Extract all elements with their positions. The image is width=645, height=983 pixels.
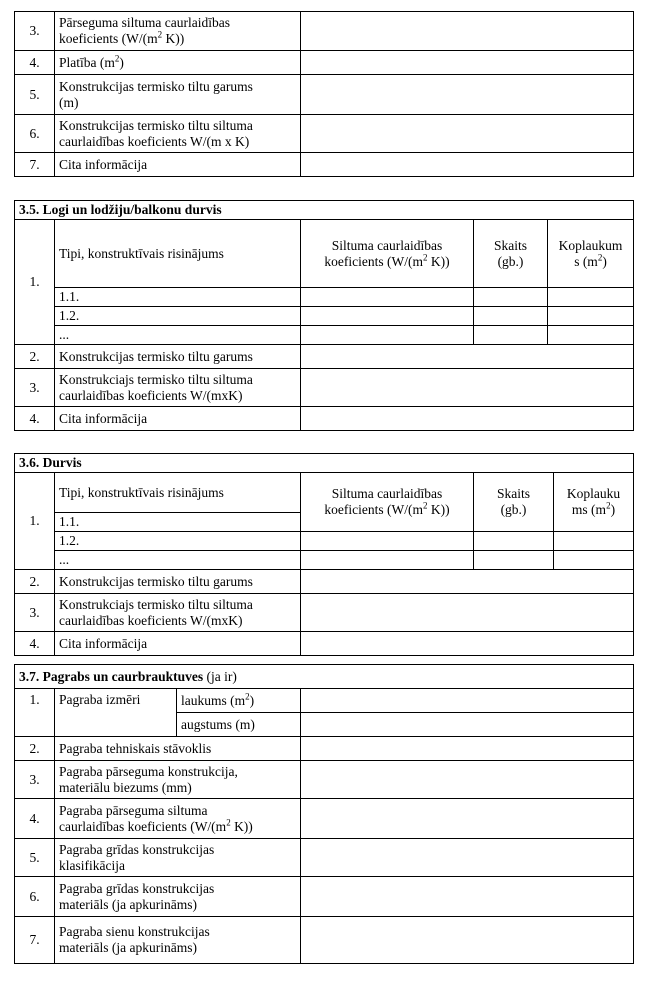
value-cell[interactable]: [474, 532, 554, 551]
table-row: [15, 594, 634, 632]
table-row: [15, 307, 634, 326]
row-label: Cita informācija: [55, 153, 301, 177]
sub-item-label: ...: [55, 326, 301, 345]
table-row: [15, 839, 634, 877]
row-number: 2.: [15, 737, 55, 761]
value-cell[interactable]: [301, 115, 634, 153]
sub-item-label: 1.2.: [55, 307, 301, 326]
value-cell[interactable]: [301, 737, 634, 761]
column-header-area: Koplaukum s $(m^2)$: [548, 220, 634, 288]
row-label: Konstrukcijas termisko tiltu siltuma caurlaidības koeficients W/(m x K): [55, 115, 301, 153]
row-number: 2.: [15, 345, 55, 369]
row-number: 4.: [15, 51, 55, 75]
sub-item-label: 1.1.: [55, 288, 301, 307]
table-row: [15, 632, 634, 656]
row-number: 3.: [15, 594, 55, 632]
table-row: [15, 75, 634, 115]
row-label: Tipi, konstruktīvais risinājums: [55, 220, 301, 288]
table-row: [15, 551, 634, 570]
row-number: 4.: [15, 407, 55, 431]
value-cell[interactable]: [301, 877, 634, 917]
table-row: [15, 761, 634, 799]
row-label: Pagraba sienu konstrukcijas materiāls (ja apkurināms): [55, 917, 301, 964]
row-label: Pagraba pārseguma konstrukcija, materiālu biezums (mm): [55, 761, 301, 799]
column-header-count: Skaits (gb.): [474, 220, 548, 288]
column-header-u: Siltuma caurlaidības koeficients ($W/(m^2$ K)): [301, 473, 474, 532]
table-row: [15, 917, 634, 964]
table-row: [15, 12, 634, 51]
row-label: Pagraba tehniskais stāvoklis: [55, 737, 301, 761]
row-number: 1.: [15, 689, 55, 737]
value-cell[interactable]: [554, 532, 634, 551]
table-row: [15, 345, 634, 369]
row-number: 4.: [15, 799, 55, 839]
value-cell[interactable]: [474, 307, 548, 326]
value-cell[interactable]: [474, 288, 548, 307]
row-label: Cita informācija: [55, 632, 301, 656]
value-cell[interactable]: [301, 551, 474, 570]
table-row: [15, 288, 634, 307]
table-row: [15, 689, 634, 713]
value-cell[interactable]: [301, 407, 634, 431]
value-cell[interactable]: [548, 326, 634, 345]
table-top: [14, 11, 634, 177]
value-cell[interactable]: [301, 689, 634, 713]
row-number: 1.: [15, 220, 55, 345]
row-label: Konstrukciajs termisko tiltu siltuma caurlaidības koeficients W/(mxK): [55, 369, 301, 407]
section-title-bold: 3.7. Pagrabs un caurbrauktuves: [19, 668, 204, 684]
value-cell[interactable]: [301, 632, 634, 656]
section-title-note: (ja ir): [203, 668, 237, 684]
row-number: 3.: [15, 761, 55, 799]
row-label: Pagraba grīdas konstrukcijas klasifikācija: [55, 839, 301, 877]
row-number: 6.: [15, 115, 55, 153]
value-cell[interactable]: [548, 307, 634, 326]
table-row: [15, 799, 634, 839]
row-label: Cita informācija: [55, 407, 301, 431]
column-header-area: Koplauku ms $(m^2)$: [554, 473, 634, 532]
value-cell[interactable]: [301, 532, 474, 551]
row-number: 4.: [15, 632, 55, 656]
table-row: [15, 407, 634, 431]
row-label: Konstrukcijas termisko tiltu garums: [55, 570, 301, 594]
sub-item-label: 1.2.: [55, 532, 301, 551]
row-label: Pagraba pārseguma siltuma caurlaidības koeficients ($W/(m^2$ K)): [55, 799, 301, 839]
row-label: Tipi, konstruktīvais risinājums: [55, 473, 301, 513]
table-row: [15, 369, 634, 407]
row-number: 2.: [15, 570, 55, 594]
row-number: 5.: [15, 839, 55, 877]
section-title: 3.5. Logi un lodžiju/balkonu durvis: [15, 201, 634, 220]
value-cell[interactable]: [301, 839, 634, 877]
table-row: [15, 737, 634, 761]
row-label: Platība $(m^2)$: [55, 51, 301, 75]
row-number: 3.: [15, 369, 55, 407]
table-row: [15, 532, 634, 551]
table-section-3-5: [14, 200, 634, 431]
table-row: [15, 473, 634, 513]
value-cell[interactable]: [301, 713, 634, 737]
row-number: 7.: [15, 153, 55, 177]
row-number: 7.: [15, 917, 55, 964]
value-cell[interactable]: [301, 51, 634, 75]
sub-label-height: augstums (m): [177, 713, 301, 737]
table-row: [15, 326, 634, 345]
value-cell[interactable]: [301, 761, 634, 799]
section-title: 3.6. Durvis: [15, 454, 634, 473]
table-section-3-6: [14, 453, 634, 656]
row-label: Konstrukcijas termisko tiltu garums: [55, 345, 301, 369]
value-cell[interactable]: [301, 326, 474, 345]
value-cell[interactable]: [474, 326, 548, 345]
row-label: Pārseguma siltuma caurlaidības koeficients ($W/(m^2$ K)): [55, 12, 301, 51]
table-row: [15, 115, 634, 153]
row-number: 5.: [15, 75, 55, 115]
row-number: 6.: [15, 877, 55, 917]
value-cell[interactable]: [554, 551, 634, 570]
value-cell[interactable]: [301, 369, 634, 407]
value-cell[interactable]: [301, 75, 634, 115]
table-row: [15, 51, 634, 75]
table-row: [15, 220, 634, 288]
table-section-3-7: [14, 664, 634, 964]
value-cell[interactable]: [301, 307, 474, 326]
table-row: [15, 153, 634, 177]
value-cell[interactable]: [301, 12, 634, 51]
row-label: Pagraba izmēri: [55, 689, 177, 737]
sub-item-label: 1.1.: [55, 513, 301, 532]
value-cell[interactable]: [474, 551, 554, 570]
row-label: Konstrukciajs termisko tiltu siltuma caurlaidības koeficients W/(mxK): [55, 594, 301, 632]
value-cell[interactable]: [301, 345, 634, 369]
row-label: Pagraba grīdas konstrukcijas materiāls (ja apkurināms): [55, 877, 301, 917]
value-cell[interactable]: [301, 799, 634, 839]
column-header-u: Siltuma caurlaidības koeficients ($W/(m^2$ K)): [301, 220, 474, 288]
sub-item-label: ...: [55, 551, 301, 570]
value-cell[interactable]: [301, 153, 634, 177]
value-cell[interactable]: [301, 917, 634, 964]
column-header-count: Skaits (gb.): [474, 473, 554, 532]
row-label: Konstrukcijas termisko tiltu garums (m): [55, 75, 301, 115]
value-cell[interactable]: [301, 288, 474, 307]
value-cell[interactable]: [301, 570, 634, 594]
row-number: 1.: [15, 473, 55, 570]
row-number: 3.: [15, 12, 55, 51]
value-cell[interactable]: [301, 594, 634, 632]
table-row: [15, 570, 634, 594]
value-cell[interactable]: [548, 288, 634, 307]
table-row: [15, 877, 634, 917]
sub-label-area: laukums $(m^2)$: [177, 689, 301, 713]
section-title: [15, 665, 634, 689]
